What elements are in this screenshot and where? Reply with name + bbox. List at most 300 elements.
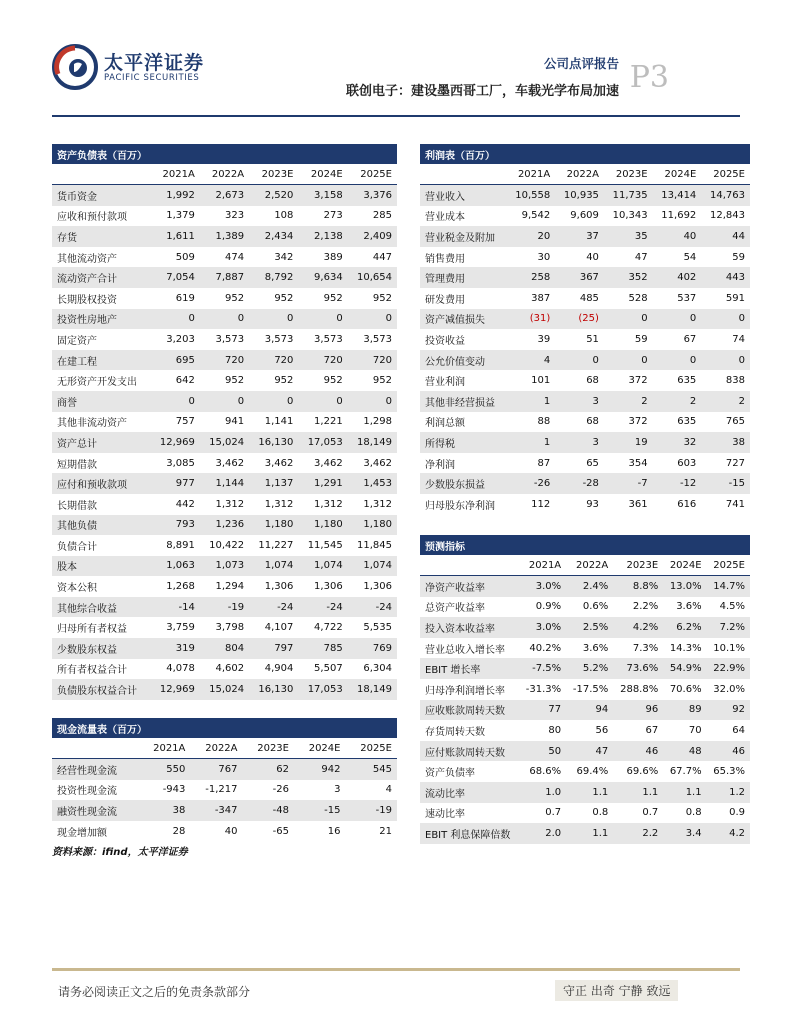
value-cell: 9,609 [570,210,599,222]
pacific-securities-logo-icon [52,44,98,90]
row-label: 商誉 [52,391,151,412]
value-cell: 14.3% [669,642,702,654]
value-cell: 323 [225,210,245,222]
value-cell: 942 [294,759,345,780]
value-cell: -7 [604,473,653,494]
value-cell: 285 [372,210,392,222]
value-cell: 765 [725,416,745,428]
value-cell: 485 [579,292,599,304]
value-cell: -347 [190,800,242,821]
value-cell: 3.6% [676,601,702,613]
value-cell: 372 [628,375,648,387]
value-cell: 2,409 [348,226,397,247]
row-label: 净利润 [425,459,455,471]
table-row [420,309,750,330]
value-cell: 3,085 [166,457,195,469]
value-cell: 952 [323,292,343,304]
value-cell: 16 [327,825,341,837]
value-cell: 50 [519,741,566,762]
value-cell: 3,203 [166,333,195,345]
value-cell: 18,149 [348,679,397,700]
value-cell: 838 [725,375,745,387]
logo-text-en: PACIFIC SECURITIES [104,73,200,83]
value-cell: 0 [653,350,702,371]
value-cell: 952 [225,375,245,387]
value-cell: 4 [507,350,556,371]
value-cell: 0 [701,309,750,330]
row-label: 在建工程 [52,350,151,371]
year-header: 2021A [519,555,566,576]
row-label: 货币资金 [52,185,151,206]
value-cell: 108 [274,210,294,222]
year-header: 2023E [613,555,663,576]
value-cell: 51 [586,333,599,345]
row-label: 其他非流动资产 [57,418,127,430]
report-type: 公司点评报告 [543,56,619,71]
row-label: 利润总额 [425,418,465,430]
value-cell: 0 [151,391,200,412]
value-cell: 642 [175,375,195,387]
value-cell: 3 [555,432,604,453]
value-cell: 2,673 [200,185,249,206]
header-divider [52,115,740,117]
table-row [52,638,397,659]
value-cell: 6.2% [663,617,706,638]
row-label: 归母净利润增长率 [425,685,505,697]
table-row [52,679,397,700]
table-title: 资产负债表（百万） [52,144,397,164]
table-row [420,288,750,309]
value-cell: 12,843 [710,210,745,222]
value-cell: 1.1 [566,782,613,803]
value-cell: 0 [604,350,653,371]
value-cell: 977 [151,473,200,494]
value-cell: 402 [653,267,702,288]
row-label: 流动资产合计 [52,267,151,288]
value-cell: 67.7% [669,766,702,778]
value-cell: 8,792 [249,267,298,288]
value-cell: (25) [555,309,604,330]
table-row [420,206,750,227]
table-row [52,494,397,515]
row-label: 投资性房地产 [52,309,151,330]
value-cell: 361 [628,498,648,510]
value-cell: 14,763 [701,185,750,206]
table-row [420,247,750,268]
value-cell: 545 [345,759,397,780]
year-header: 2025E [345,738,397,759]
value-cell: 9,542 [521,210,551,222]
table-row [52,432,397,453]
value-cell: 1,221 [314,416,343,428]
company-logo [52,44,212,94]
value-cell: 5.2% [566,658,613,679]
value-cell: 1.1 [613,782,663,803]
value-cell: 1,312 [264,498,294,510]
value-cell: 941 [225,416,245,428]
value-cell: 387 [531,292,551,304]
value-cell: 4,904 [264,663,294,675]
value-cell: 3,462 [264,457,294,469]
row-label: 融资性现金流 [52,800,138,821]
value-cell: 46 [613,741,663,762]
value-cell: 720 [249,350,298,371]
value-cell: 59 [732,251,745,263]
value-cell: 8.8% [613,576,663,597]
value-cell: 3,798 [215,622,245,634]
table-row [52,350,397,371]
value-cell: -28 [555,473,604,494]
value-cell: 442 [175,498,195,510]
value-cell: 1,312 [314,498,343,510]
value-cell: 3.0% [519,617,566,638]
table-row [52,453,397,474]
value-cell: 3,573 [314,333,343,345]
value-cell: 39 [537,333,551,345]
value-cell: 70 [688,724,702,736]
year-header: 2024E [653,164,702,185]
value-cell: 474 [225,251,245,263]
year-header-row [52,164,397,185]
value-cell: 352 [604,267,653,288]
row-label: 存货周转天数 [425,726,485,738]
value-cell: -943 [162,784,186,796]
row-label: 负债股东权益合计 [52,679,151,700]
value-cell: 64 [732,724,745,736]
value-cell: 21 [379,825,392,837]
value-cell: 38 [138,800,190,821]
value-cell: 1,074 [249,556,298,577]
value-cell: 727 [725,457,745,469]
value-cell: 7.3% [632,642,659,654]
value-cell: 591 [725,292,745,304]
row-label: 少数股东权益 [52,638,151,659]
value-cell: 4,722 [314,622,343,634]
value-cell: 3,462 [363,457,392,469]
value-cell: 1,306 [264,581,294,593]
row-label: 营业成本 [425,212,465,224]
value-cell: 0.8 [685,807,702,819]
value-cell: 80 [548,724,562,736]
value-cell: 35 [604,226,653,247]
row-label: 应付账款周转天数 [420,741,519,762]
table-row [420,494,750,515]
header-blank-cell [52,164,151,185]
value-cell: 1.1 [566,823,613,844]
row-label: EBIT 利息保障倍数 [420,823,519,844]
table-row [420,679,750,700]
table-row [420,473,750,494]
table-row [420,720,750,741]
row-label: 资产减值损失 [420,309,507,330]
value-cell: 7,887 [200,267,249,288]
value-cell: 10,422 [209,539,245,551]
year-header: 2025E [701,164,750,185]
value-cell: 4,107 [264,622,294,634]
row-label: 长期股权投资 [57,294,117,306]
value-cell: 40 [653,226,702,247]
value-cell: 2 [701,391,750,412]
value-cell: 1,137 [249,473,298,494]
table-row [52,370,397,391]
value-cell: 2,520 [249,185,298,206]
row-label: 其他非经营损益 [420,391,507,412]
value-cell: 3.4 [663,823,706,844]
value-cell: 10.1% [713,642,745,654]
value-cell: 797 [249,638,298,659]
value-cell: 10,935 [555,185,604,206]
table-row [52,288,397,309]
value-cell: 3,573 [215,333,245,345]
value-cell: 30 [537,251,551,263]
value-cell: -15 [294,800,345,821]
value-cell: 1,268 [166,581,195,593]
value-cell: 40 [224,825,238,837]
table-row [52,329,397,350]
value-cell: 44 [701,226,750,247]
disclaimer-note: 请务必阅读正文之后的免责条款部分 [58,985,251,999]
value-cell: 8,891 [166,539,195,551]
value-cell: 0 [151,309,200,330]
value-cell: 10,558 [507,185,556,206]
value-cell: 15,024 [200,679,249,700]
value-cell: 3.0% [519,576,566,597]
value-cell: 273 [323,210,343,222]
value-cell: 0 [200,309,249,330]
row-label: 公允价值变动 [420,350,507,371]
table-title-row [52,144,397,164]
value-cell: 1,306 [314,581,343,593]
value-cell: 4 [385,784,392,796]
value-cell: 1.1 [663,782,706,803]
value-cell: 13,414 [653,185,702,206]
value-cell: 67 [683,333,697,345]
value-cell: 56 [595,724,609,736]
value-cell: 635 [677,416,697,428]
value-cell: 10,343 [612,210,648,222]
value-cell: 447 [372,251,392,263]
row-label: 负债合计 [57,541,97,553]
value-cell: 0 [249,391,298,412]
table-row [420,741,750,762]
value-cell: 0.6% [582,601,609,613]
value-cell: 1,306 [363,581,392,593]
value-cell: 1,611 [151,226,200,247]
value-cell: 69.6% [626,766,659,778]
value-cell: 59 [634,333,648,345]
value-cell: 38 [701,432,750,453]
table-row [52,185,397,206]
value-cell: -24 [298,597,347,618]
value-cell: 1 [507,391,556,412]
table-row [52,267,397,288]
value-cell: 319 [151,638,200,659]
row-label: 营业税金及附加 [420,226,507,247]
value-cell: 5,535 [363,622,392,634]
value-cell: 74 [732,333,745,345]
value-cell: 1.2 [707,782,750,803]
value-cell: 89 [663,700,706,721]
value-cell: 0 [298,309,347,330]
value-cell: 20 [507,226,556,247]
value-cell: 93 [586,498,599,510]
row-label: 投入资本收益率 [420,617,519,638]
value-cell: 1,312 [215,498,245,510]
table-row [52,515,397,536]
table-row [52,759,397,780]
value-cell: 87 [537,457,551,469]
value-cell: 2.4% [566,576,613,597]
row-label: 研发费用 [425,294,465,306]
value-cell: 952 [323,375,343,387]
table-row [52,535,397,556]
row-label: 投资收益 [425,335,465,347]
value-cell: -48 [243,800,294,821]
year-header: 2025E [707,555,750,576]
value-cell: 65.3% [713,766,745,778]
value-cell: 389 [323,251,343,263]
value-cell: 10,654 [348,267,397,288]
value-cell: 14.7% [707,576,750,597]
value-cell: 635 [677,375,697,387]
value-cell: -7.5% [519,658,566,679]
value-cell: -65 [272,825,289,837]
value-cell: 3 [555,391,604,412]
row-label: 营业利润 [425,377,465,389]
value-cell: 354 [628,457,648,469]
value-cell: 537 [677,292,697,304]
value-cell: 793 [151,515,200,536]
year-header: 2024E [294,738,345,759]
year-header-row [52,738,397,759]
table-row [52,247,397,268]
value-cell: 3,759 [166,622,195,634]
value-cell: 101 [531,375,551,387]
table-row [420,370,750,391]
value-cell: 17,053 [298,432,347,453]
value-cell: 18,149 [348,432,397,453]
value-cell: 952 [372,375,392,387]
value-cell: 0.7 [545,807,562,819]
value-cell: 28 [172,825,186,837]
report-title: 联创电子：建设墨西哥工厂，车载光学布局加速 [345,84,619,99]
value-cell: 616 [677,498,697,510]
value-cell: 1,389 [200,226,249,247]
table-row [420,412,750,433]
value-cell: 4.2% [613,617,663,638]
value-cell: 720 [200,350,249,371]
value-cell: 7,054 [151,267,200,288]
table-row [420,803,750,824]
row-label: 短期借款 [57,459,97,471]
year-header: 2023E [604,164,653,185]
table-row [420,350,750,371]
row-label: 营业收入 [420,185,507,206]
value-cell: 2 [604,391,653,412]
value-cell: 5,507 [314,663,343,675]
value-cell: 741 [725,498,745,510]
value-cell: -26 [272,784,289,796]
value-cell: 0 [298,391,347,412]
value-cell: 70.6% [669,683,702,695]
value-cell: 288.8% [620,683,659,695]
value-cell: 1 [507,432,556,453]
table-row [420,432,750,453]
value-cell: 46 [707,741,750,762]
value-cell: 2 [653,391,702,412]
value-cell: 720 [348,350,397,371]
value-cell: 342 [274,251,294,263]
value-cell: 0.9 [729,807,745,819]
row-label: 所得税 [420,432,507,453]
row-label: 投资性现金流 [57,786,117,798]
row-label: 总资产收益率 [425,603,485,615]
table-row [52,556,397,577]
page-number: P3 [629,60,669,95]
table-row [420,597,750,618]
value-cell: -26 [507,473,556,494]
table-row [52,800,397,821]
value-cell: 11,845 [357,539,392,551]
value-cell: 1,312 [363,498,392,510]
value-cell: -19 [200,597,249,618]
value-cell: -24 [348,597,397,618]
value-cell: 65 [586,457,599,469]
table-row [52,659,397,680]
value-cell: 1,291 [298,473,347,494]
value-cell: 2.2% [632,601,659,613]
row-label: 无形资产开发支出 [57,377,137,389]
row-label: 存货 [52,226,151,247]
value-cell: 4.2 [707,823,750,844]
table-row [52,780,397,801]
value-cell: 3,462 [314,457,343,469]
table-row [420,617,750,638]
value-cell: 1,180 [348,515,397,536]
value-cell: 952 [225,292,245,304]
value-cell: 1,180 [298,515,347,536]
row-label: 长期借款 [57,500,97,512]
value-cell: -14 [151,597,200,618]
value-cell: 94 [566,700,613,721]
table-row [52,206,397,227]
row-label: 其他负债 [52,515,151,536]
value-cell: -24 [249,597,298,618]
value-cell: 54 [683,251,697,263]
value-cell: 32 [653,432,702,453]
row-label: 固定资产 [57,335,97,347]
value-cell: 22.9% [707,658,750,679]
year-header: 2023E [243,738,294,759]
value-cell: 3,158 [298,185,347,206]
row-label: 现金增加额 [57,827,107,839]
table-title: 利润表（百万） [420,144,750,164]
footer-divider [52,968,740,971]
table-row [420,576,750,597]
year-header: 2024E [298,164,347,185]
value-cell: 73.6% [613,658,663,679]
value-cell: 767 [190,759,242,780]
table-row [420,823,750,844]
value-cell: -31.3% [525,683,562,695]
row-label: EBIT 增长率 [420,658,519,679]
value-cell: 92 [707,700,750,721]
year-header: 2024E [663,555,706,576]
table-row [52,617,397,638]
table-row [420,226,750,247]
value-cell: 1,074 [298,556,347,577]
value-cell: 0 [653,309,702,330]
